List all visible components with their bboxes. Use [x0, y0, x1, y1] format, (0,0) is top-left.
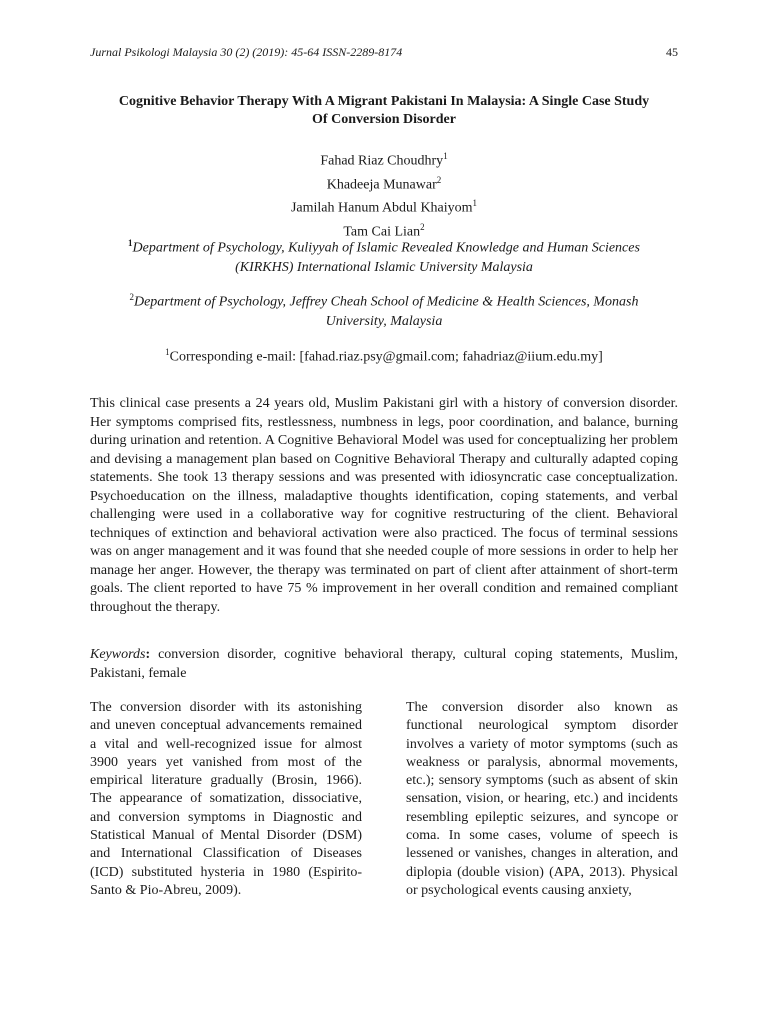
author-affiliation-mark: 1 — [472, 198, 478, 209]
author-name: Fahad Riaz Choudhry — [320, 153, 444, 169]
affiliation-line-2: (KIRKHS) International Islamic University Malaysia — [235, 259, 533, 275]
author-name: Jamilah Hanum Abdul Khaiyom — [290, 200, 473, 216]
affiliation-line-2: University, Malaysia — [325, 313, 443, 329]
keywords-text: conversion disorder, cognitive behavioral therapy, cultural coping statements, Muslim, Pakistani, female — [90, 647, 678, 681]
author-affiliation-mark: 2 — [436, 174, 442, 185]
affiliation-mark: 2 — [129, 292, 134, 302]
keywords-label: Keywords — [90, 647, 146, 662]
title-line-2: Of Conversion Disorder — [312, 112, 456, 127]
corresponding-email — [90, 343, 678, 367]
affiliation-mark: 1 — [128, 238, 133, 248]
abstract: This clinical case presents a 24 years old, Muslim Pakistani girl with a history of conversion disorder. Her symptoms comprised fits, restlessness, numbness in legs, poor coordination, and balance, burning during urination and retention. A Cognitive Behavioral Model was used for conceptualizing her problem and devising a management plan based on Cognitive Behavioral Therapy and culturally adapted coping statements. She took 13 therapy sessions and was presented with idiosyncratic case conceptualization. Psychoeducation on the illness, maladaptive thoughts identification, coping statements, and verbal challenging were used in a collaborative way for cognitive restructuring of the client. Behavioral techniques of extinction and behavioral activation were also practiced. The focus of terminal sessions was on anger management and it was found that she needed couple of more sessions in order to help her manage her anger. However, the therapy was terminated on part of client after attainment of short-term goals. The client reported to have 75 % improvement in her overall condition and remained compliant throughout the therapy. — [90, 396, 678, 615]
affiliation-2 — [90, 288, 678, 331]
page-number: 45 — [666, 45, 678, 59]
author-affiliation-mark: 1 — [443, 151, 448, 161]
affiliation-line-1: Department of Psychology, Jeffrey Cheah School of Medicine & Health Sciences, Monash — [133, 294, 639, 310]
email-mark: 1 — [165, 347, 170, 357]
keywords — [90, 646, 678, 683]
author-affiliation-mark: 2 — [420, 221, 425, 232]
keywords-colon: : — [145, 647, 151, 662]
email-text: Corresponding e-mail: [fahad.riaz.psy@gmail.com; fahadriaz@iium.edu.my] — [169, 349, 603, 365]
paper-title — [90, 93, 678, 129]
author — [90, 147, 678, 171]
affiliation-1 — [90, 234, 678, 277]
body-column-right: The conversion disorder also known as functional neurological symptom disorder involves a variety of motor symptoms (such as weakness or paralysis, abnormal movements, etc.); sensory symptoms (such as absent of skin sensation, vision, or hearing, etc.) and incidents resembling epileptic seizures, and syncope or coma. In some cases, volume of speech is lessened or vanishes, changes in alteration, and diplopia (double vision) (APA, 2013). Physical or psychological events causing anxiety, — [406, 700, 678, 898]
affiliation-line-1: Department of Psychology, Kuliyyah of Islamic Revealed Knowledge and Human Sciences — [132, 240, 640, 256]
author — [90, 171, 678, 195]
running-head — [90, 45, 678, 60]
journal-citation: Jurnal Psikologi Malaysia 30 (2) (2019): 45-64 ISSN-2289-8174 — [90, 45, 403, 59]
title-line-1: Cognitive Behavior Therapy With A Migrant Pakistani In Malaysia: A Single Case Study — [118, 94, 650, 109]
author — [90, 194, 678, 218]
body-column-left: The conversion disorder with its astonishing and uneven conceptual advancements remained a vital and well-recognized issue for almost 3900 years yet vanished from most of the empirical literature gradually (Brosin, 1966). The appearance of somatization, dissociative, and conversion symptoms in Diagnostic and Statistical Manual of Mental Disorder (DSM) and International Classification of Diseases (ICD) substituted hysteria in 1980 (Espirito-Santo & Pio-Abreu, 2009). — [90, 700, 362, 898]
author-name: Khadeeja Munawar — [326, 177, 437, 193]
author-name: Tam Cai Lian — [343, 224, 421, 240]
author-list — [90, 147, 678, 242]
